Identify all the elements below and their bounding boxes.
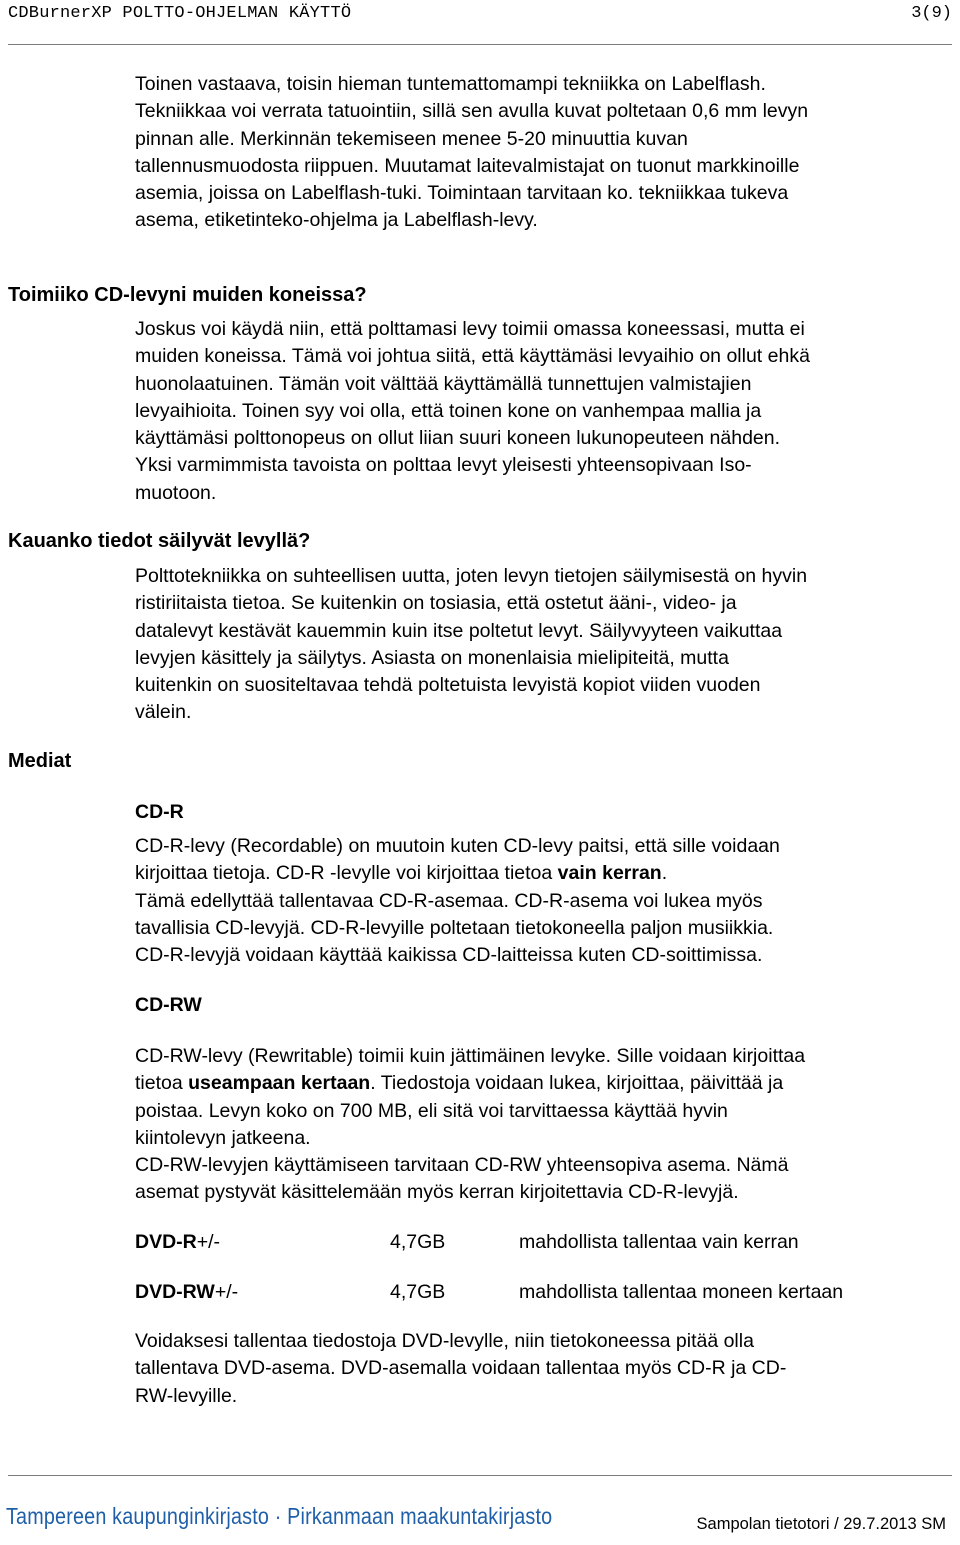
dvd-r-name-bold: DVD-R [135, 1231, 197, 1253]
durability-paragraph [135, 563, 807, 727]
text-line: pinnan alle. Merkinnän tekemiseen menee 5-20 minuuttia kuvan [135, 127, 688, 150]
header-divider [8, 44, 952, 45]
text-line [135, 860, 780, 887]
compatibility-paragraph [135, 316, 810, 507]
text-line: välein. [135, 701, 192, 724]
text-line: ristiriitaista tietoa. Se kuitenkin on tosiasia, että ostetut ääni-, video- ja [135, 592, 737, 615]
cdrw-heading: CD-RW [135, 994, 202, 1016]
text-run: . [661, 862, 668, 885]
text-run: . Tiedostoja voidaan lukea, kirjoittaa, päivittää ja [370, 1072, 784, 1095]
section-heading-durability: Kauanko tiedot säilyvät levyllä? [8, 530, 311, 552]
running-header-title: CDBurnerXP POLTTO-OHJELMAN KÄYTTÖ [8, 4, 352, 23]
text-line: Tekniikkaa voi verrata tatuointiin, sillä sen avulla kuvat poltetaan 0,6 mm levyn [135, 100, 809, 123]
cdr-paragraph [135, 833, 780, 969]
dvd-rw-name [135, 1281, 238, 1304]
text-line: muiden koneissa. Tämä voi johtua siitä, että käyttämäsi levyaihio on ollut ehkä [135, 345, 810, 368]
text-line: Yksi varmimmista tavoista on polttaa levyt yleisesti yhteensopivaan Iso- [135, 454, 752, 477]
footer-info: Sampolan tietotori / 29.7.2013 SM [696, 1515, 946, 1533]
dvd-note-paragraph [135, 1328, 786, 1410]
text-line: asema, etiketinteko-ohjelma ja Labelflash-levy. [135, 209, 538, 232]
text-line: asemia, joissa on Labelflash-tuki. Toimintaan tarvitaan ko. tekniikkaa tukeva [135, 182, 789, 205]
text-line: datalevyt kestävät kauemmin kuin itse poltetut levyt. Säilyvyyteen vaikuttaa [135, 619, 783, 642]
text-line: levyjen käsittely ja säilytys. Asiasta on monenlaisia mielipiteitä, mutta [135, 646, 729, 669]
section-heading-compatibility: Toimiiko CD-levyni muiden koneissa? [8, 284, 367, 306]
text-line: CD-RW-levy (Rewritable) toimii kuin jättimäinen levyke. Sille voidaan kirjoittaa [135, 1045, 806, 1067]
dvd-r-size: 4,7GB [390, 1231, 446, 1253]
text-line: Toinen vastaava, toisin hieman tuntemattomampi tekniikka on Labelflash. [135, 73, 766, 95]
text-line: Voidaksesi tallentaa tiedostoja DVD-levylle, niin tietokoneessa pitää olla [135, 1330, 754, 1352]
text-line: tallennusmuodosta riippuen. Muutamat laitevalmistajat on tuonut markkinoille [135, 154, 800, 177]
text-line: CD-R-levyjä voidaan käyttää kaikissa CD-laitteissa kuten CD-soittimissa. [135, 944, 763, 967]
text-run: kirjoittaa tietoja. CD-R -levylle voi kirjoittaa tietoa [135, 862, 558, 885]
library-logo-text: Tampereen kaupunginkirjasto · Pirkanmaan maakuntakirjasto [6, 1503, 553, 1529]
text-line: huonolaatuinen. Tämän voit välttää käyttämällä tunnettujen valmistajien [135, 372, 752, 395]
text-line: CD-RW-levyjen käyttämiseen tarvitaan CD-RW yhteensopiva asema. Nämä [135, 1154, 789, 1177]
emphasis-text: vain kerran [557, 862, 662, 885]
text-line: Polttotekniikka on suhteellisen uutta, joten levyn tietojen säilymisestä on hyvin [135, 565, 808, 587]
text-line [135, 1070, 805, 1097]
text-line: muotoon. [135, 481, 217, 504]
footer-divider [8, 1475, 952, 1476]
text-line: käyttämäsi polttonopeus on ollut liian suuri koneen lukunopeuteen nähden. [135, 427, 781, 450]
cdr-heading: CD-R [135, 801, 184, 823]
text-line: asemat pystyvät käsittelemään myös kerran kirjoitettavia CD-R-levyjä. [135, 1181, 739, 1204]
text-line: kiintolevyn jatkeena. [135, 1126, 311, 1149]
cdrw-paragraph [135, 1043, 805, 1207]
text-line: RW-levyille. [135, 1384, 238, 1407]
text-line: levyaihioita. Toinen syy voi olla, että toinen kone on vanhempaa mallia ja [135, 399, 762, 422]
text-line: kuitenkin on suositeltavaa tehdä poltetuista levyistä kopiot viiden vuoden [135, 674, 761, 697]
text-line: Joskus voi käydä niin, että polttamasi levy toimii omassa koneessasi, mutta ei [135, 318, 805, 340]
dvd-r-description: mahdollista tallentaa vain kerran [519, 1231, 799, 1253]
text-line: poistaa. Levyn koko on 700 MB, eli sitä voi tarvittaessa käyttää hyvin [135, 1099, 728, 1122]
text-line: CD-R-levy (Recordable) on muutoin kuten CD-levy paitsi, että sille voidaan [135, 835, 780, 857]
dvd-rw-name-bold: DVD-RW [135, 1281, 215, 1303]
text-line: Tämä edellyttää tallentavaa CD-R-asemaa. CD-R-asema voi lukea myös [135, 889, 763, 912]
dvd-r-name [135, 1231, 220, 1254]
section-heading-media: Mediat [8, 750, 72, 772]
dvd-r-name-suffix: +/- [196, 1231, 221, 1253]
dvd-rw-size: 4,7GB [390, 1281, 446, 1303]
emphasis-text: useampaan kertaan [188, 1072, 371, 1095]
page-number: 3(9) [911, 4, 952, 23]
text-line: tavallisia CD-levyjä. CD-R-levyille poltetaan tietokoneella paljon musiikkia. [135, 916, 774, 939]
dvd-rw-description: mahdollista tallentaa moneen kertaan [519, 1281, 844, 1303]
intro-paragraph [135, 71, 808, 235]
text-line: tallentava DVD-asema. DVD-asemalla voidaan tallentaa myös CD-R ja CD- [135, 1357, 787, 1380]
text-run: tietoa [135, 1072, 189, 1095]
dvd-rw-name-suffix: +/- [214, 1281, 239, 1303]
